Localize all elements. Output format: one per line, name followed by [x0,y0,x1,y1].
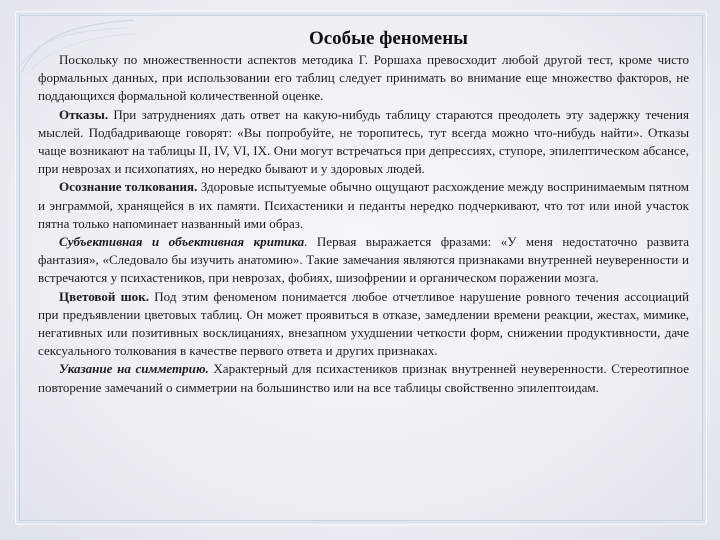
paragraph-text: При затруднениях дать ответ на какую-нибудь таблицу стараются преодолеть эту задержку течения мыслей. Подбадривающе говорят: «Вы попробуйте, не торопитесь, тут всегда можно что-нибудь найти». Отказы чаще возникают на таблицы II, IV, VI, IX. Они могут встречаться при депрессиях, ступоре, эпилептическом абсансе, при неврозах и психопатиях, но нередко бывают и у здоровых людей. [38,106,689,177]
paragraph-term: Отказы. [59,106,109,122]
paragraph-refusals [38,106,689,179]
paragraph-symmetry [38,360,689,396]
paragraph-criticism [38,233,689,288]
paragraph-term: Осознание толкования. [59,179,198,195]
paragraph-term: Цветовой шок. [59,288,149,304]
paragraph-term: Субъективная и объективная критика [59,234,305,250]
paragraph-text: . Первая выражается фразами: «У меня недостаточно развита фантазия», «Следовало бы изучить анатомию». Такие замечания являются признаками внутренней неуверенности и встречаются у психастеников, при неврозах, фобиях, шизофрении и органическом поражении мозга. [38,234,689,286]
paragraph-text: Поскольку по множественности аспектов методика Г. Роршаха превосходит любой другой тест, кроме чисто формальных данных, при использовании его таблиц следует принимать во внимание еще множество факторов, не поддающихся формальной количественной оценке. [38,52,689,104]
page-title: Особые феномены [308,28,469,49]
paragraph-text: Здоровые испытуемые обычно ощущают расхождение между воспринимаемым пятном и энграммой, хранящейся в их памяти. Психастеники и педанты нередко подчеркивают, что тот или иной участок пятна только напоминает названный ими образ. [38,179,690,231]
paragraph-awareness [38,178,689,233]
document-body [38,28,689,397]
paragraph-text: Характерный для психастеников признак внутренней неуверенности. Стереотипное повторение замечаний о симметрии на большинство или на все таблицы свойственно эпилептоидам. [38,361,690,395]
paragraph-term: Указание на симметрию. [59,361,209,377]
paragraph-color-shock [38,288,689,361]
paragraph-text: Под этим феноменом понимается любое отчетливое нарушение ровного течения ассоциаций при предъявлении цветовых таблиц. Он может проявиться в отказе, замедлении времени реакции, жестах, мимике, негативных или позитивных восклицаниях, внезапном ухудшении четкости форм, снижении продуктивности, даче сексуального толкования в качестве первого ответа и других признаках. [38,288,690,359]
paragraph-intro [38,51,689,106]
